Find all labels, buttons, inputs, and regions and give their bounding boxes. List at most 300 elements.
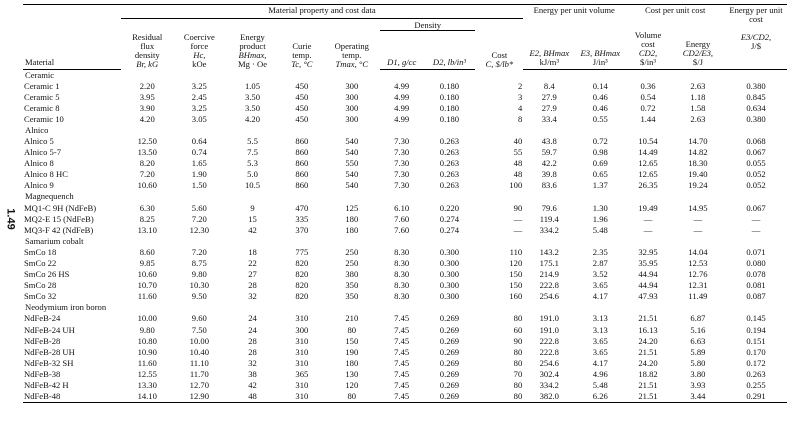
header-energy-product xyxy=(225,19,280,70)
value-cell: 8.20 xyxy=(139,158,155,169)
value-cell: 3.52 xyxy=(592,269,608,280)
value-cell: 160 xyxy=(509,291,523,302)
value-cell: 7.30 xyxy=(394,169,410,180)
value-cell: 4.20 xyxy=(244,113,261,124)
value-cell: 4.17 xyxy=(592,357,608,368)
table-body xyxy=(23,69,787,402)
value-cell: 2.63 xyxy=(690,113,706,124)
value-cell: 9.50 xyxy=(191,291,207,302)
material-name-cell: NdFeB-32 SH xyxy=(24,357,74,368)
value-cell: 254.6 xyxy=(539,291,559,302)
table-row xyxy=(23,81,787,92)
value-cell: 19.40 xyxy=(688,169,708,180)
value-cell: 13.10 xyxy=(137,224,157,235)
value-cell: 12.70 xyxy=(189,380,209,391)
header-volume-cost-l4: $/in³ xyxy=(640,56,656,67)
value-cell: 350 xyxy=(345,291,359,302)
value-cell: 6.63 xyxy=(690,335,706,346)
header-e3-l1: E3, BHmax xyxy=(580,47,621,58)
header-residual xyxy=(121,19,174,70)
header-energy-cost xyxy=(671,31,725,70)
header-curie xyxy=(280,19,323,70)
value-cell: 3.65 xyxy=(592,280,608,291)
value-cell: 0.081 xyxy=(746,280,766,291)
value-cell: 450 xyxy=(295,80,309,91)
material-name-cell: Ceramic 8 xyxy=(24,102,60,113)
value-cell: 24.20 xyxy=(638,357,658,368)
value-cell: 110 xyxy=(509,246,523,257)
header-density-gcc-text: D1, g/cc xyxy=(387,56,417,67)
value-cell: 33.4 xyxy=(541,113,557,124)
value-cell: 6.26 xyxy=(575,391,625,402)
material-name-cell: Alnico 5 xyxy=(24,135,54,146)
value-cell: 191.0 xyxy=(539,313,559,324)
value-cell: 7.45 xyxy=(394,357,410,368)
value-cell: 28 xyxy=(248,346,257,357)
value-cell: 7.30 xyxy=(394,147,410,158)
material-name-cell: NdFeB-28 UH xyxy=(24,346,75,357)
value-cell: 0.255 xyxy=(746,380,766,391)
value-cell: 24 xyxy=(248,313,257,324)
value-cell: 59.7 xyxy=(541,147,557,158)
value-cell: — xyxy=(643,213,653,224)
value-cell: 210 xyxy=(345,313,359,324)
value-cell: 10.5 xyxy=(244,180,261,191)
value-cell: 0.269 xyxy=(439,335,460,346)
value-cell: 19.24 xyxy=(688,180,708,191)
value-cell: 0.263 xyxy=(439,147,460,158)
value-cell: 12.65 xyxy=(638,169,658,180)
table-row xyxy=(23,314,787,325)
value-cell: 8 xyxy=(517,113,523,124)
value-cell: 42 xyxy=(248,380,257,391)
value-cell: 254.6 xyxy=(539,357,559,368)
value-cell: 3.80 xyxy=(690,368,706,379)
value-cell: 0.380 xyxy=(746,113,766,124)
material-name-cell: MQ1-C 9H (NdFeB) xyxy=(24,202,97,213)
value-cell: 7.45 xyxy=(394,313,410,324)
value-cell: 0.269 xyxy=(439,313,460,324)
header-energy-cost-l3: $/J xyxy=(692,56,703,67)
value-cell: 302.4 xyxy=(539,368,559,379)
value-cell: 21.51 xyxy=(638,346,658,357)
value-cell: 300 xyxy=(345,91,359,102)
header-curie-l1: Curie xyxy=(292,41,312,52)
value-cell: 130 xyxy=(345,368,359,379)
value-cell: 48 xyxy=(513,169,523,180)
value-cell: 0.180 xyxy=(439,91,460,102)
header-e3-l2: J/in³ xyxy=(592,56,608,67)
header-group-density: Density xyxy=(380,19,475,31)
value-cell: 4.20 xyxy=(139,113,155,124)
value-cell: 27 xyxy=(248,269,257,280)
value-cell: 11.49 xyxy=(688,291,708,302)
value-cell: 12.30 xyxy=(189,224,209,235)
value-cell: 55 xyxy=(513,147,523,158)
value-cell: 0.300 xyxy=(439,246,460,257)
value-cell: 550 xyxy=(345,158,359,169)
value-cell: 7.45 xyxy=(394,324,410,335)
value-cell: 38 xyxy=(248,368,257,379)
value-cell: 300 xyxy=(345,80,359,91)
value-cell: 0.55 xyxy=(592,113,608,124)
value-cell: 540 xyxy=(345,147,359,158)
table-row xyxy=(23,214,787,225)
value-cell: 8.30 xyxy=(394,258,410,269)
value-cell: 334.2 xyxy=(539,224,559,235)
header-e2 xyxy=(523,31,575,70)
header-e3cd2-symbol: E3/CD2, xyxy=(740,32,772,43)
value-cell: 1.37 xyxy=(592,180,608,191)
value-cell: 12.76 xyxy=(688,269,708,280)
value-cell: 222.8 xyxy=(539,335,559,346)
value-cell: 1.30 xyxy=(592,202,608,213)
value-cell: 9.85 xyxy=(139,258,155,269)
group-label: Magnequench xyxy=(25,191,74,202)
value-cell: 44.94 xyxy=(638,280,658,291)
table-row xyxy=(23,203,787,214)
value-cell: 334.2 xyxy=(539,380,559,391)
value-cell: 0.052 xyxy=(746,180,766,191)
header-curie-l3: Tc, °C xyxy=(291,59,313,70)
value-cell: 125 xyxy=(345,202,359,213)
value-cell: 48 xyxy=(513,158,523,169)
value-cell: 19.49 xyxy=(638,202,658,213)
value-cell: 8.30 xyxy=(394,291,410,302)
header-material: Material xyxy=(25,56,55,67)
table-row xyxy=(23,380,787,391)
value-cell: 13.30 xyxy=(137,380,157,391)
value-cell: 365 xyxy=(295,368,309,379)
value-cell: 2 xyxy=(517,80,523,91)
value-cell: 0.269 xyxy=(439,324,460,335)
header-group-energy-per-volume xyxy=(523,5,625,31)
value-cell: 150 xyxy=(345,335,359,346)
value-cell: 4.96 xyxy=(592,368,608,379)
table-row xyxy=(23,92,787,103)
value-cell: 3 xyxy=(517,91,523,102)
value-cell: 820 xyxy=(295,291,309,302)
value-cell: 12.55 xyxy=(137,368,157,379)
value-cell: 5.48 xyxy=(592,380,608,391)
value-cell: 0.69 xyxy=(592,158,608,169)
value-cell: 3.50 xyxy=(244,91,261,102)
header-coercive-l4: kOe xyxy=(192,59,207,70)
value-cell: 0.055 xyxy=(746,158,766,169)
value-cell: 540 xyxy=(345,169,359,180)
value-cell: 18 xyxy=(248,246,257,257)
value-cell: 7.20 xyxy=(191,246,207,257)
value-cell: 26.35 xyxy=(638,180,658,191)
value-cell: 8.30 xyxy=(394,246,410,257)
value-cell: 83.6 xyxy=(541,180,557,191)
value-cell: 14.10 xyxy=(121,391,174,402)
header-energy-product-l4: Mg · Oe xyxy=(237,59,268,70)
value-cell: 120 xyxy=(509,258,523,269)
value-cell: 8.75 xyxy=(191,258,207,269)
header-curie-l2: temp. xyxy=(292,50,312,61)
value-cell: 8.30 xyxy=(394,280,410,291)
material-name-cell: NdFeB-48 xyxy=(23,391,121,402)
value-cell: 0.180 xyxy=(439,102,460,113)
value-cell: 0.845 xyxy=(746,91,766,102)
value-cell: 10.70 xyxy=(137,280,157,291)
value-cell: 6.87 xyxy=(690,313,706,324)
material-name-cell: Ceramic 5 xyxy=(24,91,60,102)
material-name-cell: Ceramic 1 xyxy=(24,80,60,91)
value-cell: 1.44 xyxy=(640,113,656,124)
value-cell: 39.8 xyxy=(541,169,557,180)
value-cell: 4.99 xyxy=(394,113,410,124)
value-cell: 14.95 xyxy=(688,202,708,213)
value-cell: 9 xyxy=(250,202,255,213)
value-cell: 540 xyxy=(345,135,359,146)
header-energy-per-unit-cost-text: Energy per unit cost xyxy=(729,5,783,25)
header-coercive-l1: Coercive xyxy=(183,32,215,42)
value-cell: 1.65 xyxy=(191,158,207,169)
table-row xyxy=(23,336,787,347)
value-cell: 820 xyxy=(295,280,309,291)
table-row xyxy=(23,358,787,369)
value-cell: 0.74 xyxy=(191,147,207,158)
value-cell: 24 xyxy=(248,324,257,335)
value-cell: 10.60 xyxy=(137,269,157,280)
header-energy-product-l1: Energy xyxy=(240,32,265,42)
value-cell: 0.263 xyxy=(439,169,460,180)
value-cell: 0.151 xyxy=(746,335,766,346)
header-density-lbin xyxy=(423,31,475,70)
header-density-lbin-text: D2, lb/in³ xyxy=(432,56,467,67)
value-cell: 0.263 xyxy=(439,158,460,169)
header-energy-per-unit-cost xyxy=(725,5,787,70)
value-cell: 4.99 xyxy=(394,102,410,113)
value-cell: 250 xyxy=(345,246,359,257)
header-volume-cost-l3: CD2, xyxy=(638,47,658,58)
value-cell: 12.65 xyxy=(638,158,658,169)
value-cell: 860 xyxy=(295,135,309,146)
value-cell: 0.087 xyxy=(746,291,766,302)
value-cell: 12.50 xyxy=(137,135,157,146)
value-cell: 4 xyxy=(517,102,523,113)
value-cell: 9.80 xyxy=(191,269,207,280)
value-cell: 27.9 xyxy=(541,102,557,113)
value-cell: 8.25 xyxy=(139,213,155,224)
value-cell: 5.60 xyxy=(191,202,207,213)
value-cell: 40 xyxy=(513,135,523,146)
header-group-cost-per-unit-cost xyxy=(625,5,725,31)
header-operating-l2: temp. xyxy=(342,50,362,61)
group-row xyxy=(23,191,787,202)
value-cell: 7.45 xyxy=(394,368,410,379)
header-cost-per-unit-cost-text: Cost per unit cost xyxy=(644,5,706,15)
value-cell: 1.90 xyxy=(191,169,207,180)
value-cell: 5.3 xyxy=(247,158,258,169)
value-cell: 3.13 xyxy=(592,324,608,335)
header-cost-l2: C, $/lb* xyxy=(485,59,514,70)
value-cell: 3.93 xyxy=(690,380,706,391)
material-name-cell: Alnico 9 xyxy=(24,180,54,191)
value-cell: 820 xyxy=(295,269,309,280)
header-coercive-l3: Hc, xyxy=(193,50,206,61)
value-cell: 3.05 xyxy=(191,113,207,124)
value-cell: 9.80 xyxy=(139,324,155,335)
value-cell: 32 xyxy=(248,291,257,302)
header-residual-l2: flux xyxy=(140,41,155,52)
header-energy-per-volume-text: Energy per unit volume xyxy=(533,5,615,15)
header-energy-cost-l1: Energy xyxy=(685,38,711,49)
value-cell: 0.14 xyxy=(592,80,608,91)
value-cell: 7.5 xyxy=(247,147,258,158)
value-cell: 0.170 xyxy=(746,346,766,357)
table-row xyxy=(23,258,787,269)
value-cell: 0.269 xyxy=(439,357,460,368)
material-name-cell: NdFeB-38 xyxy=(24,368,61,379)
value-cell: 0.052 xyxy=(746,169,766,180)
material-name-cell: SmCo 18 xyxy=(24,246,57,257)
value-cell: 450 xyxy=(295,102,309,113)
value-cell: 32.95 xyxy=(638,246,658,257)
value-cell: 3.25 xyxy=(191,102,207,113)
value-cell: 300 xyxy=(345,113,359,124)
value-cell: 5.16 xyxy=(690,324,706,335)
header-e2-l2: kJ/m³ xyxy=(539,56,559,67)
material-name-cell: NdFeB-28 xyxy=(24,335,61,346)
value-cell: 4.99 xyxy=(394,91,410,102)
value-cell: — xyxy=(513,224,523,235)
value-cell: 0.300 xyxy=(439,291,460,302)
value-cell: 3.65 xyxy=(592,346,608,357)
table-row xyxy=(23,247,787,258)
value-cell: 310 xyxy=(295,313,309,324)
page-number-text: 1.49 xyxy=(4,208,17,230)
value-cell: 860 xyxy=(295,169,309,180)
value-cell: 24.20 xyxy=(638,335,658,346)
value-cell: 11.70 xyxy=(189,368,209,379)
header-energy-cost-l2: CD2/E3, xyxy=(682,47,714,58)
value-cell: 7.45 xyxy=(380,391,423,402)
value-cell: 380 xyxy=(345,269,359,280)
table-row xyxy=(23,136,787,147)
value-cell: 540 xyxy=(345,180,359,191)
value-cell: 0.300 xyxy=(439,280,460,291)
value-cell: 27.9 xyxy=(541,91,557,102)
table-row xyxy=(23,180,787,191)
table-row xyxy=(23,291,787,302)
material-name-cell: MQ3-F 42 (NdFeB) xyxy=(24,224,94,235)
value-cell: 0.080 xyxy=(746,258,766,269)
value-cell: 6.10 xyxy=(394,202,410,213)
value-cell: 0.269 xyxy=(439,346,460,357)
value-cell: 3.25 xyxy=(191,80,207,91)
value-cell: 10.54 xyxy=(638,135,658,146)
value-cell: 5.48 xyxy=(592,224,608,235)
value-cell: 0.145 xyxy=(746,313,766,324)
material-name-cell: Ceramic 10 xyxy=(24,113,64,124)
group-label: Samarium cobalt xyxy=(25,235,84,246)
value-cell: 300 xyxy=(345,102,359,113)
value-cell: 11.60 xyxy=(137,291,157,302)
value-cell: 2.35 xyxy=(592,246,608,257)
value-cell: 1.18 xyxy=(690,91,706,102)
value-cell: 12.53 xyxy=(688,258,708,269)
value-cell: 820 xyxy=(295,258,309,269)
value-cell: — xyxy=(643,224,653,235)
value-cell: 16.13 xyxy=(638,324,658,335)
header-operating xyxy=(324,19,380,70)
header-residual-l4: Br, kG xyxy=(136,59,159,70)
material-name-cell: NdFeB-24 xyxy=(24,313,61,324)
value-cell: 9.60 xyxy=(191,313,207,324)
group-row xyxy=(23,69,787,80)
header-density-gcc xyxy=(380,31,423,70)
value-cell: 310 xyxy=(295,357,309,368)
value-cell: 860 xyxy=(295,147,309,158)
value-cell: 0.46 xyxy=(592,102,608,113)
value-cell: 0.269 xyxy=(439,380,460,391)
value-cell: — xyxy=(751,213,761,224)
value-cell: 12.90 xyxy=(174,391,225,402)
value-cell: 7.50 xyxy=(191,324,207,335)
material-name-cell: Alnico 8 xyxy=(24,158,54,169)
group-label: Ceramic xyxy=(25,69,55,80)
value-cell: 1.58 xyxy=(690,102,706,113)
value-cell: 0.180 xyxy=(439,80,460,91)
table-row xyxy=(23,269,787,280)
value-cell: 80 xyxy=(513,346,523,357)
value-cell: 80 xyxy=(475,391,523,402)
material-name-cell: SmCo 28 xyxy=(24,280,57,291)
value-cell: 100 xyxy=(509,180,523,191)
header-energy-product-l3: BHmax, xyxy=(238,50,267,61)
value-cell: 44.94 xyxy=(638,269,658,280)
value-cell: 28 xyxy=(248,335,257,346)
group-row xyxy=(23,236,787,247)
value-cell: 0.067 xyxy=(746,147,766,158)
value-cell: 47.93 xyxy=(638,291,658,302)
material-name-cell: Alnico 8 HC xyxy=(24,169,68,180)
value-cell: 5.0 xyxy=(247,169,258,180)
value-cell: 0.54 xyxy=(640,91,656,102)
magnet-material-table xyxy=(23,4,787,403)
value-cell: 335 xyxy=(295,213,309,224)
value-cell: 4.99 xyxy=(394,80,410,91)
value-cell: 11.10 xyxy=(189,357,209,368)
value-cell: 5.80 xyxy=(690,357,706,368)
value-cell: 0.291 xyxy=(725,391,787,402)
table-row xyxy=(23,114,787,125)
value-cell: 860 xyxy=(295,180,309,191)
value-cell: 80 xyxy=(513,380,523,391)
value-cell: 775 xyxy=(295,246,309,257)
value-cell: 10.00 xyxy=(137,313,157,324)
value-cell: 2.87 xyxy=(592,258,608,269)
value-cell: 7.30 xyxy=(394,158,410,169)
value-cell: 8.4 xyxy=(543,80,555,91)
header-cost-l1: Cost xyxy=(491,50,508,61)
value-cell: 12.31 xyxy=(688,280,708,291)
value-cell: 79.6 xyxy=(541,202,557,213)
table-row xyxy=(23,147,787,158)
header-residual-l3: density xyxy=(134,50,160,61)
value-cell: 120 xyxy=(345,380,359,391)
group-row xyxy=(23,125,787,136)
header-volume-cost-l1: Volume xyxy=(634,29,662,40)
value-cell: 150 xyxy=(509,269,523,280)
value-cell: 860 xyxy=(295,158,309,169)
value-cell: 0.300 xyxy=(439,269,460,280)
value-cell: 0.274 xyxy=(439,213,460,224)
header-e3cd2-unit: J/$ xyxy=(751,41,762,52)
